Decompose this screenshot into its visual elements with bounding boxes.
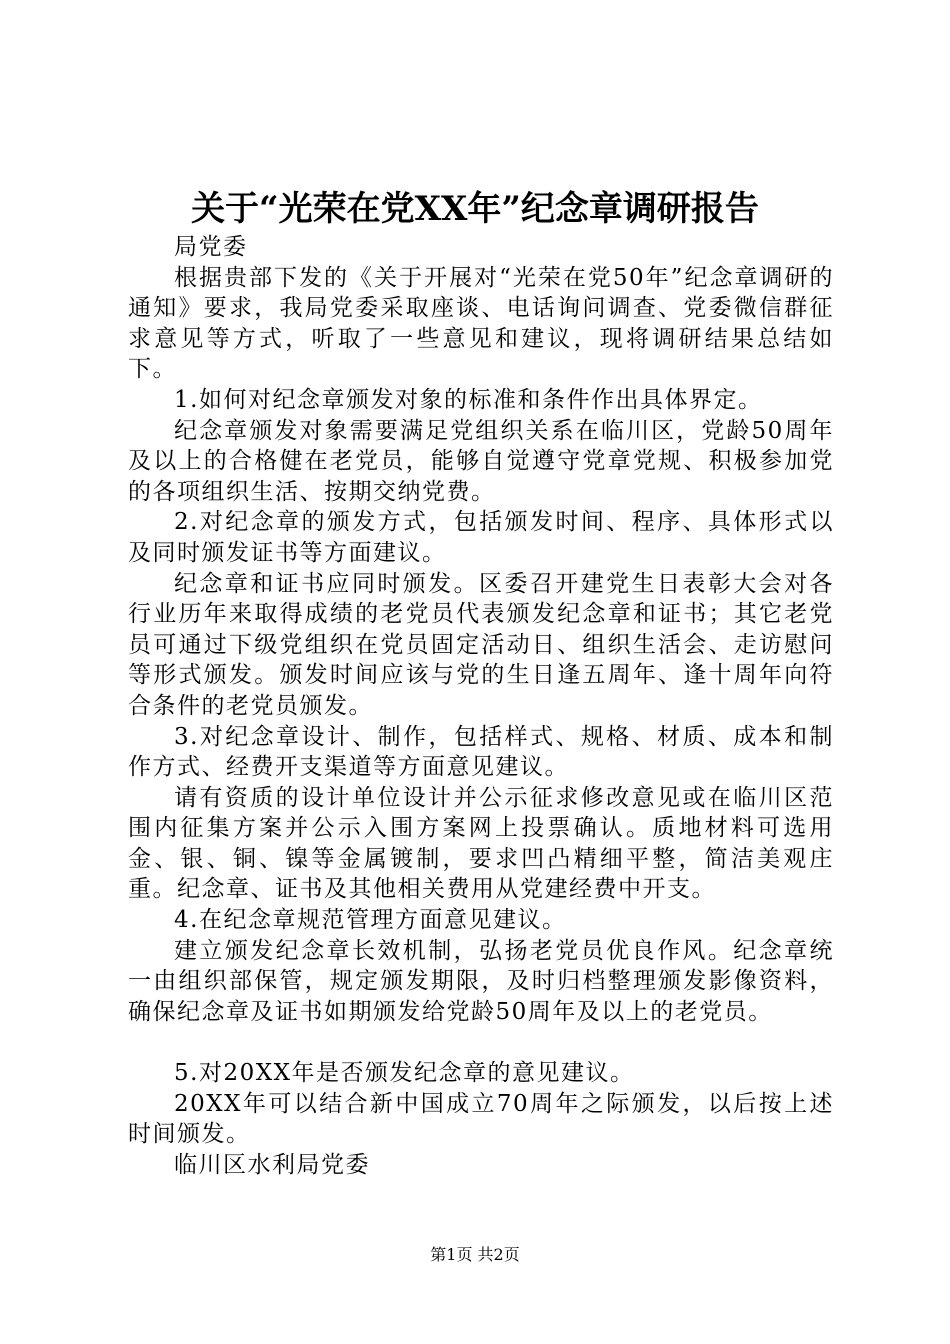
section-body-4: 建立颁发纪念章长效机制，弘扬老党员优良作风。纪念章统一由组织部保管，规定颁发期限，及时归档整理颁发影像资料，确保纪念章及证书如期颁发给党龄50周年及以上的老党员。 bbox=[128, 937, 834, 1025]
page-footer: 第1页 共2页 bbox=[430, 1245, 520, 1264]
section-heading-3: 3.对纪念章设计、制作，包括样式、规格、材质、成本和制作方式、经费开支渠道等方面意见建议。 bbox=[128, 723, 834, 781]
section-heading-5: 5.对20XX年是否颁发纪念章的意见建议。 bbox=[174, 1060, 635, 1087]
document-title: 关于“光荣在党XX年”纪念章调研报告 bbox=[191, 189, 759, 229]
section-heading-4: 4.在纪念章规范管理方面意见建议。 bbox=[174, 907, 567, 934]
intro-paragraph: 根据贵部下发的《关于开展对“光荣在党50年”纪念章调研的通知》要求，我局党委采取座谈、电话询问调查、党委微信群征求意见等方式，听取了一些意见和建议，现将调研结果总结如下。 bbox=[128, 264, 834, 383]
section-body-2: 纪念章和证书应同时颁发。区委召开建党生日表彰大会对各行业历年来取得成绩的老党员代表颁发纪念章和证书；其它老党员可通过下级党组织在党员固定活动日、组织生活会、走访慰问等形式颁发。颁发时间应该与党的生日逢五周年、逢十周年向符合条件的老党员颁发。 bbox=[128, 570, 834, 719]
section-body-3: 请有资质的设计单位设计并公示征求修改意见或在临川区范围内征集方案并公示入围方案网上投票确认。质地材料可选用金、银、铜、镍等金属镀制，要求凹凸精细平整，简洁美观庄重。纪念章、证书及其他相关费用从党建经费中开支。 bbox=[128, 784, 834, 903]
addressee: 局党委 bbox=[174, 234, 248, 260]
document-body bbox=[128, 232, 834, 1180]
section-heading-2: 2.对纪念章的颁发方式，包括颁发时间、程序、具体形式以及同时颁发证书等方面建议。 bbox=[128, 509, 834, 566]
signature: 临川区水利局党委 bbox=[174, 1151, 370, 1178]
section-heading-1: 1.如何对纪念章颁发对象的标准和条件作出具体界定。 bbox=[174, 386, 763, 413]
section-body-1: 纪念章颁发对象需要满足党组织关系在临川区，党龄50周年及以上的合格健在老党员，能够自觉遵守党章党规、积极参加党的各项组织生活、按期交纳党费。 bbox=[128, 417, 834, 505]
section-body-5: 20XX年可以结合新中国成立70周年之际颁发，以后按上述时间颁发。 bbox=[128, 1090, 834, 1148]
